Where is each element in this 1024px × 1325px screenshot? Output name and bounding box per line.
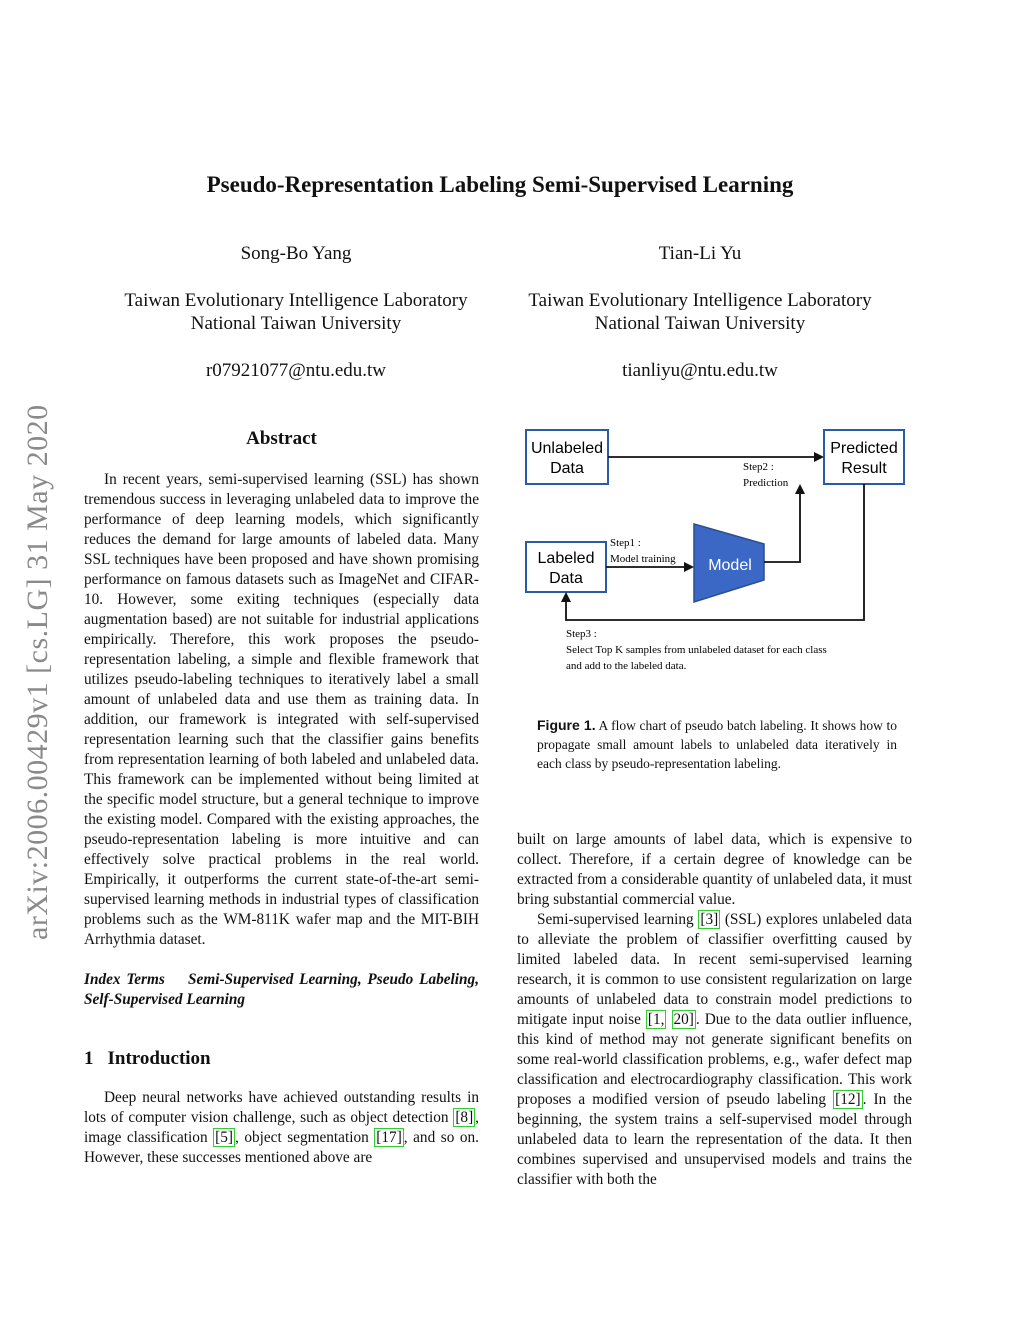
step3-desc: Select Top K samples from unlabeled dataset for each class bbox=[566, 644, 827, 656]
figure-1-caption bbox=[537, 716, 897, 773]
arrow-model-to-predicted bbox=[764, 486, 800, 562]
step2-label: Step2 : bbox=[743, 461, 774, 473]
predicted-result-label: Result bbox=[841, 460, 887, 477]
unlabeled-data-label: Data bbox=[550, 460, 584, 477]
index-terms-label: Index Terms bbox=[84, 971, 165, 988]
citation-link[interactable]: 20] bbox=[673, 1011, 694, 1028]
arxiv-stamp: arXiv:2006.00429v1 [cs.LG] 31 May 2020 bbox=[21, 404, 54, 940]
text-run: , object segmentation bbox=[234, 1129, 375, 1146]
affiliation-university: National Taiwan University bbox=[594, 313, 806, 334]
index-terms-text: Semi-Supervised Learning, Pseudo Labeling, Self-Supervised Learning bbox=[84, 971, 480, 1008]
step2-desc: Prediction bbox=[743, 477, 789, 489]
author-email: r07921077@ntu.edu.tw bbox=[205, 360, 387, 381]
citation-link[interactable]: [3] bbox=[700, 911, 719, 928]
model-label: Model bbox=[708, 557, 752, 574]
text-run: Semi-supervised learning bbox=[537, 911, 699, 928]
caption-text: A flow chart of pseudo batch labeling. It shows how to propagate small amount labels to unlabeled data iteratively in each class by pseudo-representation labeling. bbox=[537, 718, 897, 771]
author-affiliation bbox=[96, 289, 496, 335]
author-name: Tian-Li Yu bbox=[658, 243, 742, 264]
labeled-data-label: Data bbox=[549, 570, 583, 587]
affiliation-lab: Taiwan Evolutionary Intelligence Laboratory bbox=[124, 290, 468, 311]
author-email: tianliyu@ntu.edu.tw bbox=[622, 360, 778, 381]
step3-label: Step3 : bbox=[566, 628, 597, 640]
affiliation-lab: Taiwan Evolutionary Intelligence Laboratory bbox=[528, 290, 872, 311]
abstract-text: In recent years, semi-supervised learning (SSL) has shown tremendous success in leveraging unlabeled data to improve the performance of deep learning models, which significantly reduces the demand for large amounts of labeled data. Many SSL techniques have been proposed and have shown promising performance on famous datasets such as ImageNet and CIFAR-10. However, some exiting techniques (especially data augmentation based) are not suitable for industrial applications empirically. Therefore, this work proposes the pseudo-representation labeling, a simple and flexible framework that utilizes pseudo-labeling techniques to iteratively label a small amount of unlabeled data and use them as training data. In addition, our framework is integrated with self-supervised representation learning such that the classifier gains benefits from representation learning of both labeled and unlabeled data. This framework can be implemented without being limited at the specific model structure, but a general technique to improve the existing model. Compared with the existing approaches, the pseudo-representation labeling is more intuitive and can effectively solve practical problems in the real world. Empirically, it outperforms the current state-of-the-art semi-supervised learning methods in industrial types of classification problems such as the WM-811K wafer map and the MIT-BIH Arrhythmia dataset. bbox=[84, 471, 479, 948]
predicted-result-label: Predicted bbox=[830, 440, 898, 457]
index-terms bbox=[84, 970, 479, 1010]
unlabeled-data-label: Unlabeled bbox=[530, 440, 604, 457]
text-run: Deep neural networks have achieved outstanding results in lots of computer vision challenge, such as object detection bbox=[84, 1089, 479, 1126]
labeled-data-label: Labeled bbox=[537, 550, 595, 567]
paper-title: Pseudo-Representation Labeling Semi-Supervised Learning bbox=[206, 172, 794, 197]
affiliation-university: National Taiwan University bbox=[190, 313, 402, 334]
author-2 bbox=[500, 242, 900, 382]
left-column bbox=[84, 428, 479, 1168]
intro-paragraph-2 bbox=[517, 910, 912, 1190]
author-1 bbox=[96, 242, 496, 382]
intro-paragraph-1 bbox=[84, 1088, 479, 1168]
text-run: . Due to the data outlier influence, this kind of method may not generate significant benefits on some real-world classification problems, e.g., wafer defect map classification and electrocardiography classification. This work proposes a modified version of pseudo labeling bbox=[517, 1011, 913, 1108]
step1-label: Step1 : bbox=[610, 537, 641, 549]
citation-link[interactable]: [1, bbox=[647, 1011, 665, 1028]
figure-1-flowchart bbox=[518, 420, 918, 680]
section-heading-introduction bbox=[84, 1048, 479, 1070]
citation-link[interactable]: [12] bbox=[835, 1091, 861, 1108]
author-name: Song-Bo Yang bbox=[240, 243, 352, 264]
caption-label: Figure 1. bbox=[537, 717, 596, 733]
intro-paragraph-1-continued: built on large amounts of label data, which is expensive to collect. Therefore, if a certain degree of knowledge can be extracted from a considerable quantity of unlabeled data, it must bring substantial commercial value. bbox=[517, 831, 912, 908]
abstract-heading: Abstract bbox=[246, 428, 317, 449]
text-run: , and so on. However, these successes mentioned above are bbox=[84, 1129, 479, 1166]
citation-link[interactable]: [5] bbox=[215, 1129, 233, 1146]
step3-desc: and add to the labeled data. bbox=[566, 660, 687, 672]
text-run: . In the beginning, the system trains a self-supervised model through unlabeled data to learn the representation of the data. It then combines supervised and unsupervised models and trains the classifier with both the bbox=[517, 1091, 912, 1188]
citation-link[interactable]: [17] bbox=[376, 1129, 402, 1146]
step1-desc: Model training bbox=[610, 553, 676, 565]
text-run: , image classification bbox=[84, 1109, 479, 1146]
text-run: (SSL) explores unlabeled data to alleviate the problem of classifier overfitting caused by limited labeled data. In recent semi-supervised learning research, it is common to use consistent regularization on large amounts of unlabeled data to constrain model predictions to mitigate input noise bbox=[517, 911, 913, 1028]
right-column bbox=[517, 830, 912, 1190]
citation-link[interactable]: [8] bbox=[455, 1109, 474, 1126]
section-number: 1 bbox=[84, 1048, 94, 1069]
author-affiliation bbox=[500, 289, 900, 335]
section-title: Introduction bbox=[107, 1048, 211, 1069]
